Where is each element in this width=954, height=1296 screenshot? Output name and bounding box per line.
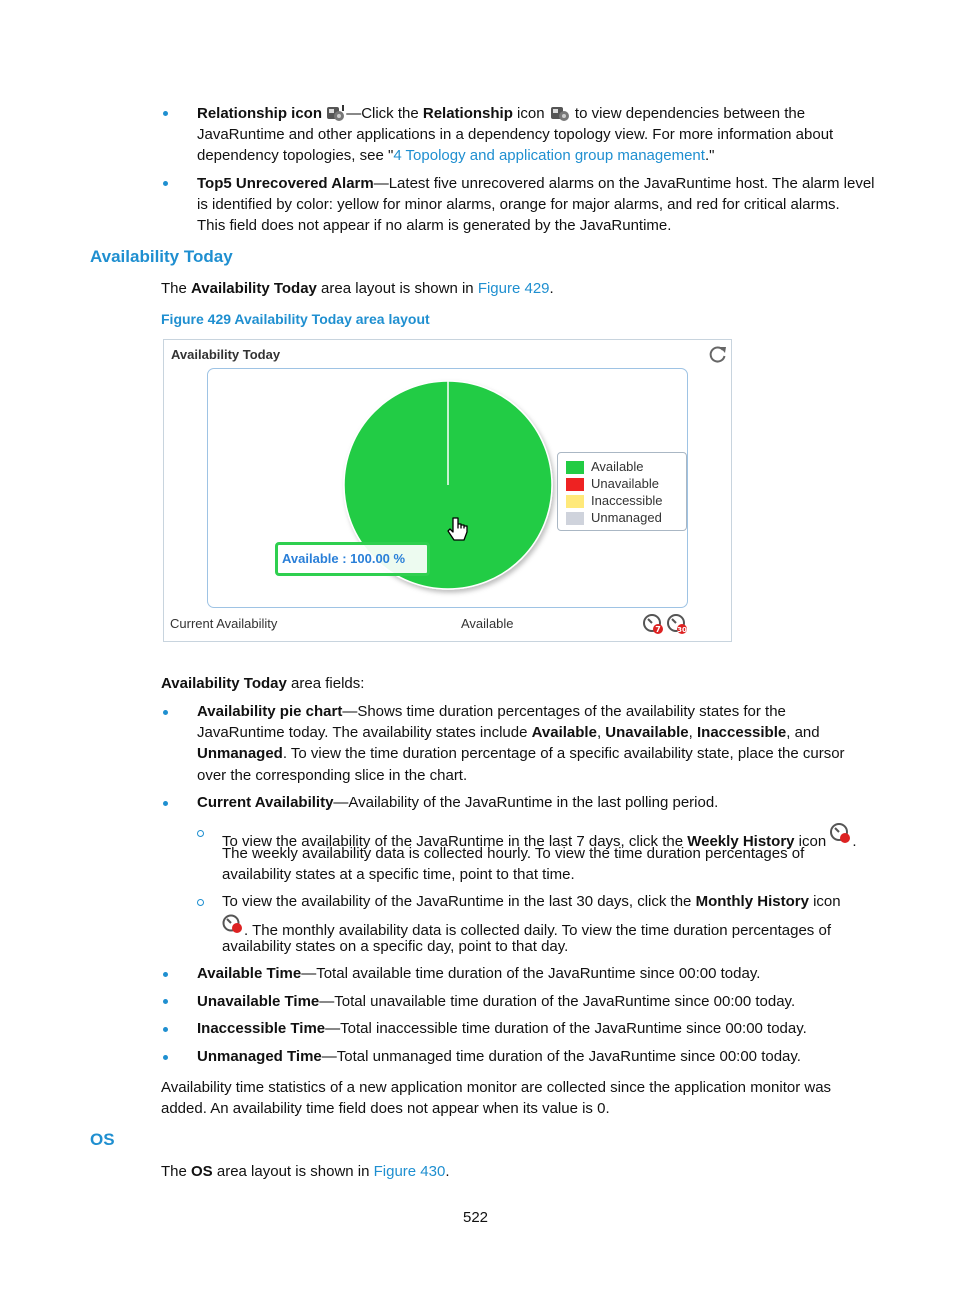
legend-swatch [566, 478, 584, 491]
text: —Total inaccessible time duration of the JavaRuntime since 00:00 today. [325, 1020, 807, 1037]
text: , [596, 724, 606, 741]
relationship-line-3 [197, 145, 714, 166]
unmanaged-time-term: Unmanaged Time [197, 1048, 322, 1065]
pointer-cursor-icon [447, 516, 469, 548]
bold-text: OS [191, 1163, 213, 1180]
current-availability-label: Current Availability [170, 616, 278, 631]
bullet-dot [163, 1055, 168, 1060]
relationship-text-2: icon [512, 105, 545, 122]
svg-text:7: 7 [655, 625, 661, 634]
pie-line-4: over the corresponding slice in the chart. [197, 767, 468, 784]
text: To view the availability of the JavaRuntime in the last 7 days, click the [222, 833, 688, 850]
refresh-icon[interactable] [708, 344, 728, 368]
pie-line-3 [197, 743, 845, 764]
sub-bullet [197, 899, 204, 906]
availability-intro [161, 278, 554, 299]
unavailable-time-term: Unavailable Time [197, 993, 320, 1010]
top5-line-3: This field does not appear if no alarm is generated by the JavaRuntime. [197, 217, 672, 234]
bullet-dot [163, 972, 168, 977]
legend-swatch [566, 495, 584, 508]
pie-line-1 [197, 701, 786, 722]
note-line-1: Availability time statistics of a new application monitor are collected since the application monitor was [161, 1079, 832, 1096]
section-heading-os: OS [90, 1130, 115, 1149]
pie-line-2 [197, 722, 820, 743]
chart-legend [557, 452, 687, 531]
bold-text: Monthly History [695, 893, 809, 910]
relationship-line-2: JavaRuntime and other applications in a dependency topology view. For more information about [197, 126, 834, 143]
bullet-dot [163, 999, 168, 1004]
top5-line-2: is identified by color: yellow for minor alarms, orange for major alarms, and red for critical alarms. [197, 196, 840, 213]
available-time-line [197, 963, 760, 984]
text: —Total unavailable time duration of the JavaRuntime since 00:00 today. [319, 993, 796, 1010]
text: —Total available time duration of the JavaRuntime since 00:00 today. [301, 965, 761, 982]
text: . The monthly availability data is collected daily. To view the time duration percentages of [244, 922, 831, 939]
figure-caption: Figure 429 Availability Today area layout [161, 311, 430, 327]
availability-today-panel [163, 339, 732, 642]
text: , and [786, 724, 820, 741]
text: . [445, 1163, 450, 1180]
text: . [549, 280, 554, 297]
state-unmanaged: Unmanaged [197, 745, 283, 762]
top5-line-1 [197, 173, 875, 194]
weekly-history-icon [830, 822, 852, 850]
section-heading-availability-today: Availability Today [90, 247, 233, 266]
page-number: 522 [463, 1209, 489, 1226]
text: The [161, 280, 192, 297]
legend-swatch [566, 461, 584, 474]
state-inaccessible: Inaccessible [697, 724, 787, 741]
bullet-dot [163, 710, 168, 715]
text: ." [704, 147, 715, 164]
available-time-term: Available Time [197, 965, 302, 982]
monthly-history-icon[interactable] [667, 613, 689, 639]
legend-label: Inaccessible [591, 493, 663, 508]
bullet-dot [163, 801, 168, 806]
text: The [161, 1163, 192, 1180]
sub-bullet [197, 830, 204, 837]
unavailable-time-line [197, 991, 795, 1012]
bold-text: Availability Today [191, 280, 317, 297]
fields-intro [161, 673, 364, 694]
top5-term: Top5 Unrecovered Alarm [197, 175, 374, 192]
text: —Shows time duration percentages of the availability states for the [342, 703, 786, 720]
legend-label: Unmanaged [591, 510, 662, 525]
relationship-term: Relationship icon [197, 105, 323, 122]
text: —Total unmanaged time duration of the JavaRuntime since 00:00 today. [321, 1048, 801, 1065]
panel-title: Availability Today [171, 347, 281, 362]
current-term: Current Availability [197, 794, 334, 811]
text: dependency topologies, see " [197, 147, 394, 164]
os-intro [161, 1161, 450, 1182]
relationship-text-1: —Click the [346, 105, 423, 122]
inaccessible-time-line [197, 1018, 807, 1039]
text: , [688, 724, 697, 741]
bold-text: Availability Today [161, 675, 287, 692]
relationship-text-3: to view dependencies between the [570, 105, 806, 122]
weekly-line-3: availability states at a specific time, point to that time. [222, 866, 575, 883]
unmanaged-time-line [197, 1046, 801, 1067]
text: . To view the time duration percentage of a specific availability state, place the cursor [282, 745, 845, 762]
current-availability-value: Available [461, 616, 514, 631]
weekly-history-icon[interactable] [643, 613, 665, 639]
legend-label: Available [591, 459, 644, 474]
text: icon [808, 893, 841, 910]
bullet-dot [163, 1027, 168, 1032]
pie-tooltip: Available : 100.00 % [275, 542, 430, 576]
current-line [197, 792, 718, 813]
bold-text: Weekly History [687, 833, 795, 850]
legend-label: Unavailable [591, 476, 659, 491]
figure-429-link[interactable]: Figure 429 [477, 280, 550, 297]
weekly-line-2: The weekly availability data is collected hourly. To view the time duration percentages of [222, 845, 805, 862]
text: . [852, 833, 857, 850]
figure-430-link[interactable]: Figure 430 [373, 1163, 446, 1180]
text: JavaRuntime today. The availability states include [197, 724, 532, 741]
legend-swatch [566, 512, 584, 525]
text: To view the availability of the JavaRuntime in the last 30 days, click the [222, 893, 696, 910]
note-line-2: added. An availability time field does not appear when its value is 0. [161, 1100, 610, 1117]
svg-text:30: 30 [677, 626, 687, 634]
bullet-dot [163, 111, 168, 116]
inaccessible-time-term: Inaccessible Time [197, 1020, 326, 1037]
pie-term: Availability pie chart [197, 703, 343, 720]
text: area layout is shown in [212, 1163, 374, 1180]
text: area layout is shown in [316, 280, 478, 297]
state-unavailable: Unavailable [605, 724, 689, 741]
text: —Availability of the JavaRuntime in the last polling period. [333, 794, 719, 811]
relationship-bold: Relationship [422, 105, 513, 122]
monthly-line-1 [222, 891, 841, 912]
text: area fields: [286, 675, 365, 692]
text: icon [794, 833, 827, 850]
state-available: Available [531, 724, 597, 741]
bullet-dot [163, 181, 168, 186]
monthly-line-3: availability states on a specific day, point to that day. [222, 938, 569, 955]
topology-link[interactable]: 4 Topology and application group management [393, 147, 705, 164]
top5-text: —Latest five unrecovered alarms on the JavaRuntime host. The alarm level [373, 175, 875, 192]
